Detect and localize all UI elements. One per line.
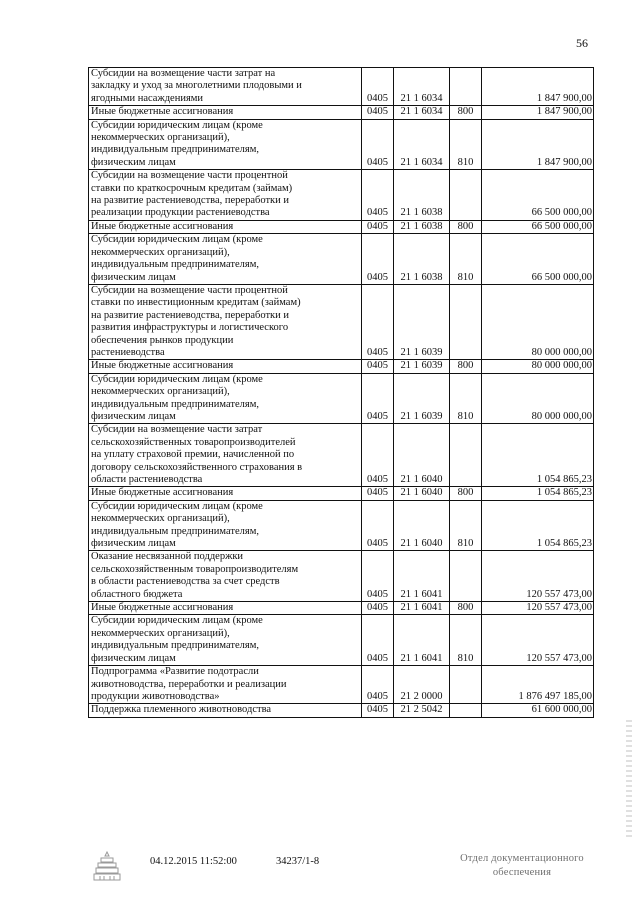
row-amount: 66 500 000,00 (482, 220, 594, 233)
footer-doc-number: 34237/1-8 (276, 856, 320, 867)
row-section-code: 0405 (362, 551, 394, 602)
row-section-code: 0405 (362, 666, 394, 704)
row-expense-type: 810 (450, 500, 482, 551)
row-amount: 66 500 000,00 (482, 170, 594, 221)
row-name: Субсидии юридическим лицам (кроме некоммерческих организаций), индивидуальным предпринимателям, физическим лицам (89, 373, 362, 424)
row-name: Субсидии на возмещение части процентной ставки по краткосрочным кредитам (займам) на развитие растениеводства, переработки и реализации продукции растениеводства (89, 170, 362, 221)
row-target-code: 21 1 6034 (394, 68, 450, 106)
table-row (89, 602, 594, 615)
table-row (89, 615, 594, 666)
row-section-code: 0405 (362, 68, 394, 106)
row-name: Субсидии юридическим лицам (кроме некоммерческих организаций), индивидуальным предпринимателям, физическим лицам (89, 119, 362, 170)
table-row (89, 704, 594, 717)
row-target-code: 21 1 6034 (394, 106, 450, 119)
scan-edge-mark (626, 720, 632, 840)
row-amount: 61 600 000,00 (482, 704, 594, 717)
table-row (89, 170, 594, 221)
row-target-code: 21 1 6041 (394, 615, 450, 666)
page-number: 56 (576, 36, 588, 50)
row-expense-type (450, 68, 482, 106)
row-amount: 80 000 000,00 (482, 360, 594, 373)
table-body (89, 68, 594, 718)
row-name: Субсидии на возмещение части процентной ставки по инвестиционным кредитам (займам) на развитие растениеводства, переработки и развития инфраструктуры и логистического обеспечения рынков продукции растениеводства (89, 284, 362, 359)
row-expense-type (450, 704, 482, 717)
row-amount: 120 557 473,00 (482, 551, 594, 602)
row-name: Иные бюджетные ассигнования (89, 220, 362, 233)
table-row (89, 119, 594, 170)
row-name: Субсидии на возмещение части затрат сельскохозяйственных товаропроизводителей на уплату страховой премии, начисленной по договору сельскохозяйственного страхования в области растениеводства (89, 424, 362, 487)
table-row (89, 666, 594, 704)
row-section-code: 0405 (362, 170, 394, 221)
table-row (89, 106, 594, 119)
row-expense-type (450, 551, 482, 602)
footer-stamp (442, 852, 602, 880)
row-amount: 1 847 900,00 (482, 119, 594, 170)
row-expense-type: 810 (450, 373, 482, 424)
row-expense-type: 810 (450, 234, 482, 285)
row-target-code: 21 1 6041 (394, 602, 450, 615)
row-target-code: 21 1 6040 (394, 500, 450, 551)
row-section-code: 0405 (362, 360, 394, 373)
row-expense-type (450, 170, 482, 221)
table-row (89, 424, 594, 487)
row-expense-type: 810 (450, 119, 482, 170)
row-section-code: 0405 (362, 500, 394, 551)
table-row (89, 487, 594, 500)
row-expense-type (450, 284, 482, 359)
row-target-code: 21 1 6041 (394, 551, 450, 602)
row-section-code: 0405 (362, 119, 394, 170)
row-target-code: 21 1 6040 (394, 487, 450, 500)
row-section-code: 0405 (362, 615, 394, 666)
row-amount: 1 847 900,00 (482, 106, 594, 119)
row-expense-type: 800 (450, 602, 482, 615)
row-target-code: 21 2 0000 (394, 666, 450, 704)
row-name: Подпрограмма «Развитие подотрасли животноводства, переработки и реализации продукции животноводства» (89, 666, 362, 704)
row-name: Субсидии юридическим лицам (кроме некоммерческих организаций), индивидуальным предпринимателям, физическим лицам (89, 234, 362, 285)
row-expense-type (450, 666, 482, 704)
row-amount: 1 054 865,23 (482, 424, 594, 487)
row-target-code: 21 1 6039 (394, 360, 450, 373)
row-section-code: 0405 (362, 373, 394, 424)
footer-stamp-line2: обеспечения (492, 867, 552, 878)
footer-stamp-line1: Отдел документационного (460, 853, 584, 864)
row-section-code: 0405 (362, 602, 394, 615)
row-name: Субсидии юридическим лицам (кроме некоммерческих организаций), индивидуальным предпринимателям, физическим лицам (89, 615, 362, 666)
row-name: Иные бюджетные ассигнования (89, 360, 362, 373)
footer-datetime: 04.12.2015 11:52:00 (150, 856, 237, 867)
row-section-code: 0405 (362, 424, 394, 487)
table-row (89, 284, 594, 359)
table-row (89, 234, 594, 285)
row-target-code: 21 2 5042 (394, 704, 450, 717)
row-section-code: 0405 (362, 284, 394, 359)
row-expense-type: 800 (450, 220, 482, 233)
table-row (89, 360, 594, 373)
row-name: Поддержка племенного животноводства (89, 704, 362, 717)
row-target-code: 21 1 6039 (394, 284, 450, 359)
row-amount: 1 876 497 185,00 (482, 666, 594, 704)
row-target-code: 21 1 6038 (394, 220, 450, 233)
row-expense-type: 800 (450, 106, 482, 119)
table-row (89, 551, 594, 602)
row-section-code: 0405 (362, 234, 394, 285)
row-name: Субсидии юридическим лицам (кроме некоммерческих организаций), индивидуальным предпринимателям, физическим лицам (89, 500, 362, 551)
row-target-code: 21 1 6038 (394, 170, 450, 221)
row-amount: 120 557 473,00 (482, 615, 594, 666)
row-amount: 1 847 900,00 (482, 68, 594, 106)
row-name: Иные бюджетные ассигнования (89, 487, 362, 500)
row-target-code: 21 1 6034 (394, 119, 450, 170)
table-row (89, 373, 594, 424)
table-row (89, 220, 594, 233)
row-amount: 80 000 000,00 (482, 284, 594, 359)
row-section-code: 0405 (362, 106, 394, 119)
row-name: Иные бюджетные ассигнования (89, 602, 362, 615)
row-name: Иные бюджетные ассигнования (89, 106, 362, 119)
row-expense-type: 800 (450, 487, 482, 500)
row-expense-type: 800 (450, 360, 482, 373)
row-name: Оказание несвязанной поддержки сельскохозяйственным товаропроизводителям в области растениеводства за счет средств областного бюджета (89, 551, 362, 602)
row-expense-type (450, 424, 482, 487)
row-amount: 1 054 865,23 (482, 487, 594, 500)
table-row (89, 68, 594, 106)
row-target-code: 21 1 6038 (394, 234, 450, 285)
coat-of-arms-icon (92, 850, 122, 884)
row-name: Субсидии на возмещение части затрат на закладку и уход за многолетними плодовыми и ягодными насаждениями (89, 68, 362, 106)
row-section-code: 0405 (362, 487, 394, 500)
row-amount: 80 000 000,00 (482, 373, 594, 424)
budget-table (88, 67, 594, 718)
row-expense-type: 810 (450, 615, 482, 666)
row-target-code: 21 1 6040 (394, 424, 450, 487)
row-section-code: 0405 (362, 220, 394, 233)
row-target-code: 21 1 6039 (394, 373, 450, 424)
row-amount: 66 500 000,00 (482, 234, 594, 285)
row-amount: 120 557 473,00 (482, 602, 594, 615)
row-section-code: 0405 (362, 704, 394, 717)
row-amount: 1 054 865,23 (482, 500, 594, 551)
table-row (89, 500, 594, 551)
